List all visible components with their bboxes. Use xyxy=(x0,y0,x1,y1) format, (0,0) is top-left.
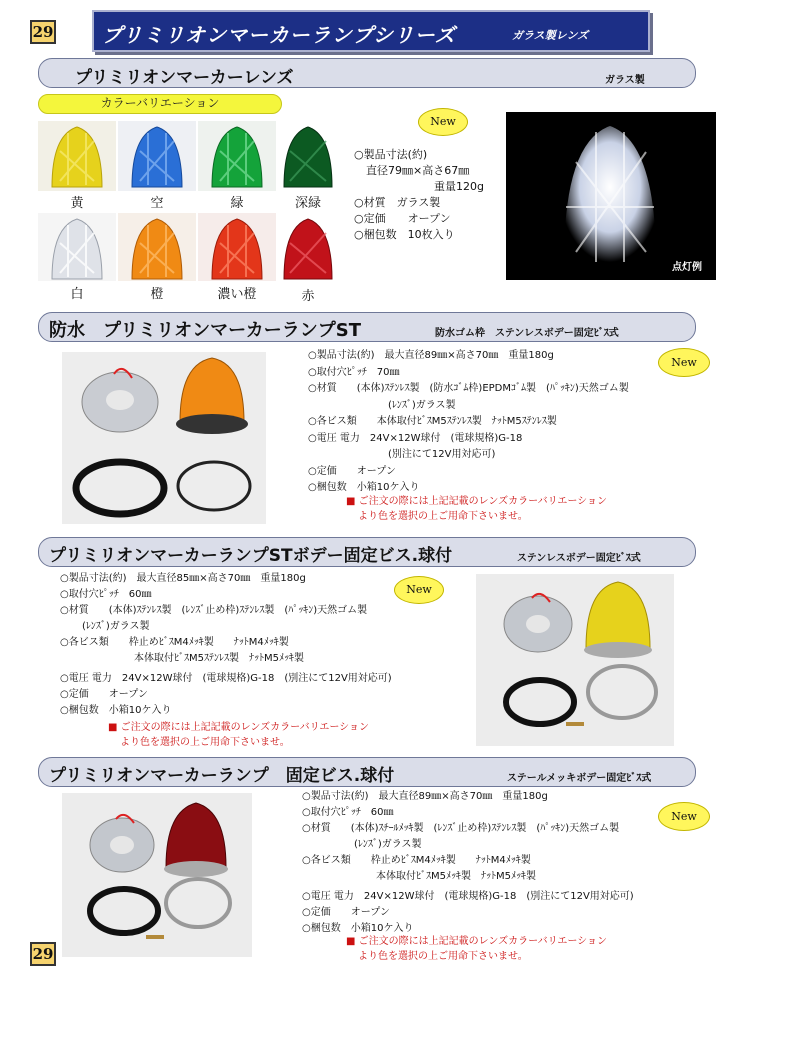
swatch-label-white: 白 xyxy=(70,287,84,302)
swatch-label-red: 赤 xyxy=(301,289,315,304)
new-badge: New xyxy=(394,576,444,604)
section-subtitle: ステールメッキボデー固定ﾋﾞｽ式 xyxy=(507,773,652,784)
section-title: プリミリオンマーカーレンズ xyxy=(75,68,294,88)
page-subtitle: ガラス製レンズ xyxy=(512,29,589,42)
section-header-lens xyxy=(38,58,696,88)
lens-yellow-image xyxy=(38,121,116,191)
lens-photo-deeporange xyxy=(198,213,276,281)
swatch-label-green: 緑 xyxy=(230,196,244,211)
note-line: ■ ご注文の際には上記記載のレンズカラーバリエーション xyxy=(346,496,607,507)
spec-line: ○製品寸法(約) xyxy=(354,148,428,161)
section2-specs xyxy=(308,348,629,497)
section-title: 防水 プリミリオンマーカーランプST xyxy=(49,320,361,341)
section3-specs xyxy=(60,571,392,719)
spec-line: ○製品寸法(約) 最大直径89㎜×高さ70㎜ 重量180g xyxy=(308,350,554,361)
section-subtitle: 防水ゴム枠 ステンレスボデー固定ﾋﾞｽ式 xyxy=(435,328,619,339)
spec-line: ○取付穴ﾋﾟｯﾁ 60㎜ xyxy=(60,589,152,600)
swatch-label-deeporange: 濃い橙 xyxy=(217,287,257,302)
spec-line: 重量120g xyxy=(434,180,484,193)
spec-line: (ﾚﾝｽﾞ)ガラス製 xyxy=(82,621,150,632)
spec-line: ○電圧 電力 24V×12W球付 (電球規格)G-18 xyxy=(308,432,523,444)
photo-caption: 点灯例 xyxy=(672,262,702,273)
order-note xyxy=(108,720,369,750)
page-number-badge-bottom xyxy=(30,942,56,966)
st-waterproof-image xyxy=(62,352,266,524)
lens-photo-deepgreen xyxy=(278,121,338,191)
spec-line: ○電圧 電力 24V×12W球付 (電球規格)G-18 (別注にて12V用対応可) xyxy=(60,673,392,684)
spec-line: ○材質 (本体)ｽﾁｰﾙﾒｯｷ製 (ﾚﾝｽﾞ止め枠)ｽﾃﾝﾚｽ製 (ﾊﾟｯｷﾝ)天然ゴム製 xyxy=(302,823,620,834)
lens-deepgreen-image xyxy=(278,121,338,191)
spec-line: ○取付穴ﾋﾟｯﾁ 70㎜ xyxy=(308,366,400,378)
spec-line: 本体取付ﾋﾞｽM5ﾒｯｷ製 ﾅｯﾄM5ﾒｯｷ製 xyxy=(376,871,536,882)
section4-specs xyxy=(302,789,634,937)
lens-photo-white xyxy=(38,213,116,281)
spec-line: (ﾚﾝｽﾞ)ガラス製 xyxy=(354,839,422,850)
spec-line: (別注にて12V用対応可) xyxy=(388,449,496,460)
lens-white-image xyxy=(38,213,116,281)
order-note xyxy=(346,494,607,524)
spec-line: ○製品寸法(約) 最大直径85㎜×高さ70㎜ 重量180g xyxy=(60,573,306,584)
note-line: より色を選択の上ご用命下さいませ。 xyxy=(358,511,528,522)
spec-line: (ﾚﾝｽﾞ)ガラス製 xyxy=(388,399,456,411)
lens-photo-red xyxy=(278,213,338,281)
lens-red-image xyxy=(278,213,338,281)
note-line: より色を選択の上ご用命下さいませ。 xyxy=(358,951,528,962)
lens-deeporange-image xyxy=(198,213,276,281)
swatch-label-orange: 橙 xyxy=(150,287,164,302)
lens-photo-sky xyxy=(118,121,196,191)
lens-swatch-grid xyxy=(38,121,338,304)
lens-photo-yellow xyxy=(38,121,116,191)
lit-lens-photo xyxy=(506,112,716,280)
section-title: プリミリオンマーカーランプSTボデー固定ビス.球付 xyxy=(49,546,453,566)
spec-line: ○材質 (本体)ｽﾃﾝﾚｽ製 (防水ｺﾞﾑ枠)EPDMｺﾞﾑ製 (ﾊﾟｯｷﾝ)天然ゴム製 xyxy=(308,383,629,394)
product-photo-steel-body xyxy=(62,793,252,957)
note-line: より色を選択の上ご用命下さいませ。 xyxy=(120,737,290,748)
lens-green-image xyxy=(198,121,276,191)
spec-line: ○梱包数 小箱10ケ入り xyxy=(302,923,414,934)
new-badge: New xyxy=(418,108,468,136)
spec-line: ○電圧 電力 24V×12W球付 (電球規格)G-18 (別注にて12V用対応可) xyxy=(302,891,634,902)
lens-sky-image xyxy=(118,121,196,191)
lens-photo-green xyxy=(198,121,276,191)
spec-line: 本体取付ﾋﾞｽM5ｽﾃﾝﾚｽ製 ﾅｯﾄM5ﾒｯｷ製 xyxy=(134,653,304,664)
spec-line: ○定価 オープン xyxy=(354,212,451,225)
spec-line: ○各ビス類 枠止めﾋﾞｽM4ﾒｯｷ製 ﾅｯﾄM4ﾒｯｷ製 xyxy=(60,637,289,648)
spec-line: ○梱包数 小箱10ケ入り xyxy=(308,482,420,493)
section-header-st-body xyxy=(38,537,696,567)
lens-orange-image xyxy=(118,213,196,281)
spec-line: ○定価 オープン xyxy=(60,689,148,700)
steel-body-image xyxy=(62,793,252,957)
section-title: プリミリオンマーカーランプ 固定ビス.球付 xyxy=(49,766,395,786)
product-photo-st-body xyxy=(476,574,674,746)
new-badge: New xyxy=(658,802,710,831)
spec-line: ○各ビス類 本体取付ﾋﾞｽM5ｽﾃﾝﾚｽ製 ﾅｯﾄM5ｽﾃﾝﾚｽ製 xyxy=(308,416,557,427)
spec-line: ○定価 オープン xyxy=(302,907,390,918)
page-number-badge xyxy=(30,20,56,44)
page-number: 29 xyxy=(32,945,54,963)
spec-line: ○材質 (本体)ｽﾃﾝﾚｽ製 (ﾚﾝｽﾞ止め枠)ｽﾃﾝﾚｽ製 (ﾊﾟｯｷﾝ)天然ゴム製 xyxy=(60,605,368,616)
section-header-fixed-screw xyxy=(38,757,696,787)
color-variation-label: カラーバリエーション xyxy=(38,94,282,114)
spec-line: ○梱包数 小箱10ケ入り xyxy=(60,705,172,716)
new-badge: New xyxy=(658,348,710,377)
swatch-label-sky: 空 xyxy=(150,196,164,211)
note-line: ■ ご注文の際には上記記載のレンズカラーバリエーション xyxy=(346,936,607,947)
swatch-label-deepgreen: 深緑 xyxy=(294,196,321,211)
section1-specs xyxy=(354,147,484,243)
lit-lens-image xyxy=(506,112,716,280)
note-line: ■ ご注文の際には上記記載のレンズカラーバリエーション xyxy=(108,722,369,733)
swatch-label-yellow: 黄 xyxy=(70,196,84,211)
title-banner xyxy=(92,10,650,52)
section-header-waterproof xyxy=(38,312,696,342)
spec-line: ○梱包数 10枚入り xyxy=(354,228,455,241)
spec-line: 直径79㎜×高さ67㎜ xyxy=(366,164,470,177)
spec-line: ○取付穴ﾋﾟｯﾁ 60㎜ xyxy=(302,807,394,818)
page-number: 29 xyxy=(32,23,54,41)
spec-line: ○製品寸法(約) 最大直径89㎜×高さ70㎜ 重量180g xyxy=(302,791,548,802)
product-photo-st-waterproof xyxy=(62,352,266,524)
lens-photo-orange xyxy=(118,213,196,281)
spec-line: ○定価 オープン xyxy=(308,465,396,477)
st-body-image xyxy=(476,574,674,746)
order-note xyxy=(346,934,607,964)
section-subtitle: ガラス製 xyxy=(605,75,645,86)
spec-line: ○材質 ガラス製 xyxy=(354,196,441,209)
spec-line: ○各ビス類 枠止めﾋﾞｽM4ﾒｯｷ製 ﾅｯﾄM4ﾒｯｷ製 xyxy=(302,855,531,866)
page-title: プリミリオンマーカーランプシリーズ xyxy=(102,23,456,47)
section-subtitle: ステンレスボデー固定ﾋﾞｽ式 xyxy=(517,553,641,564)
